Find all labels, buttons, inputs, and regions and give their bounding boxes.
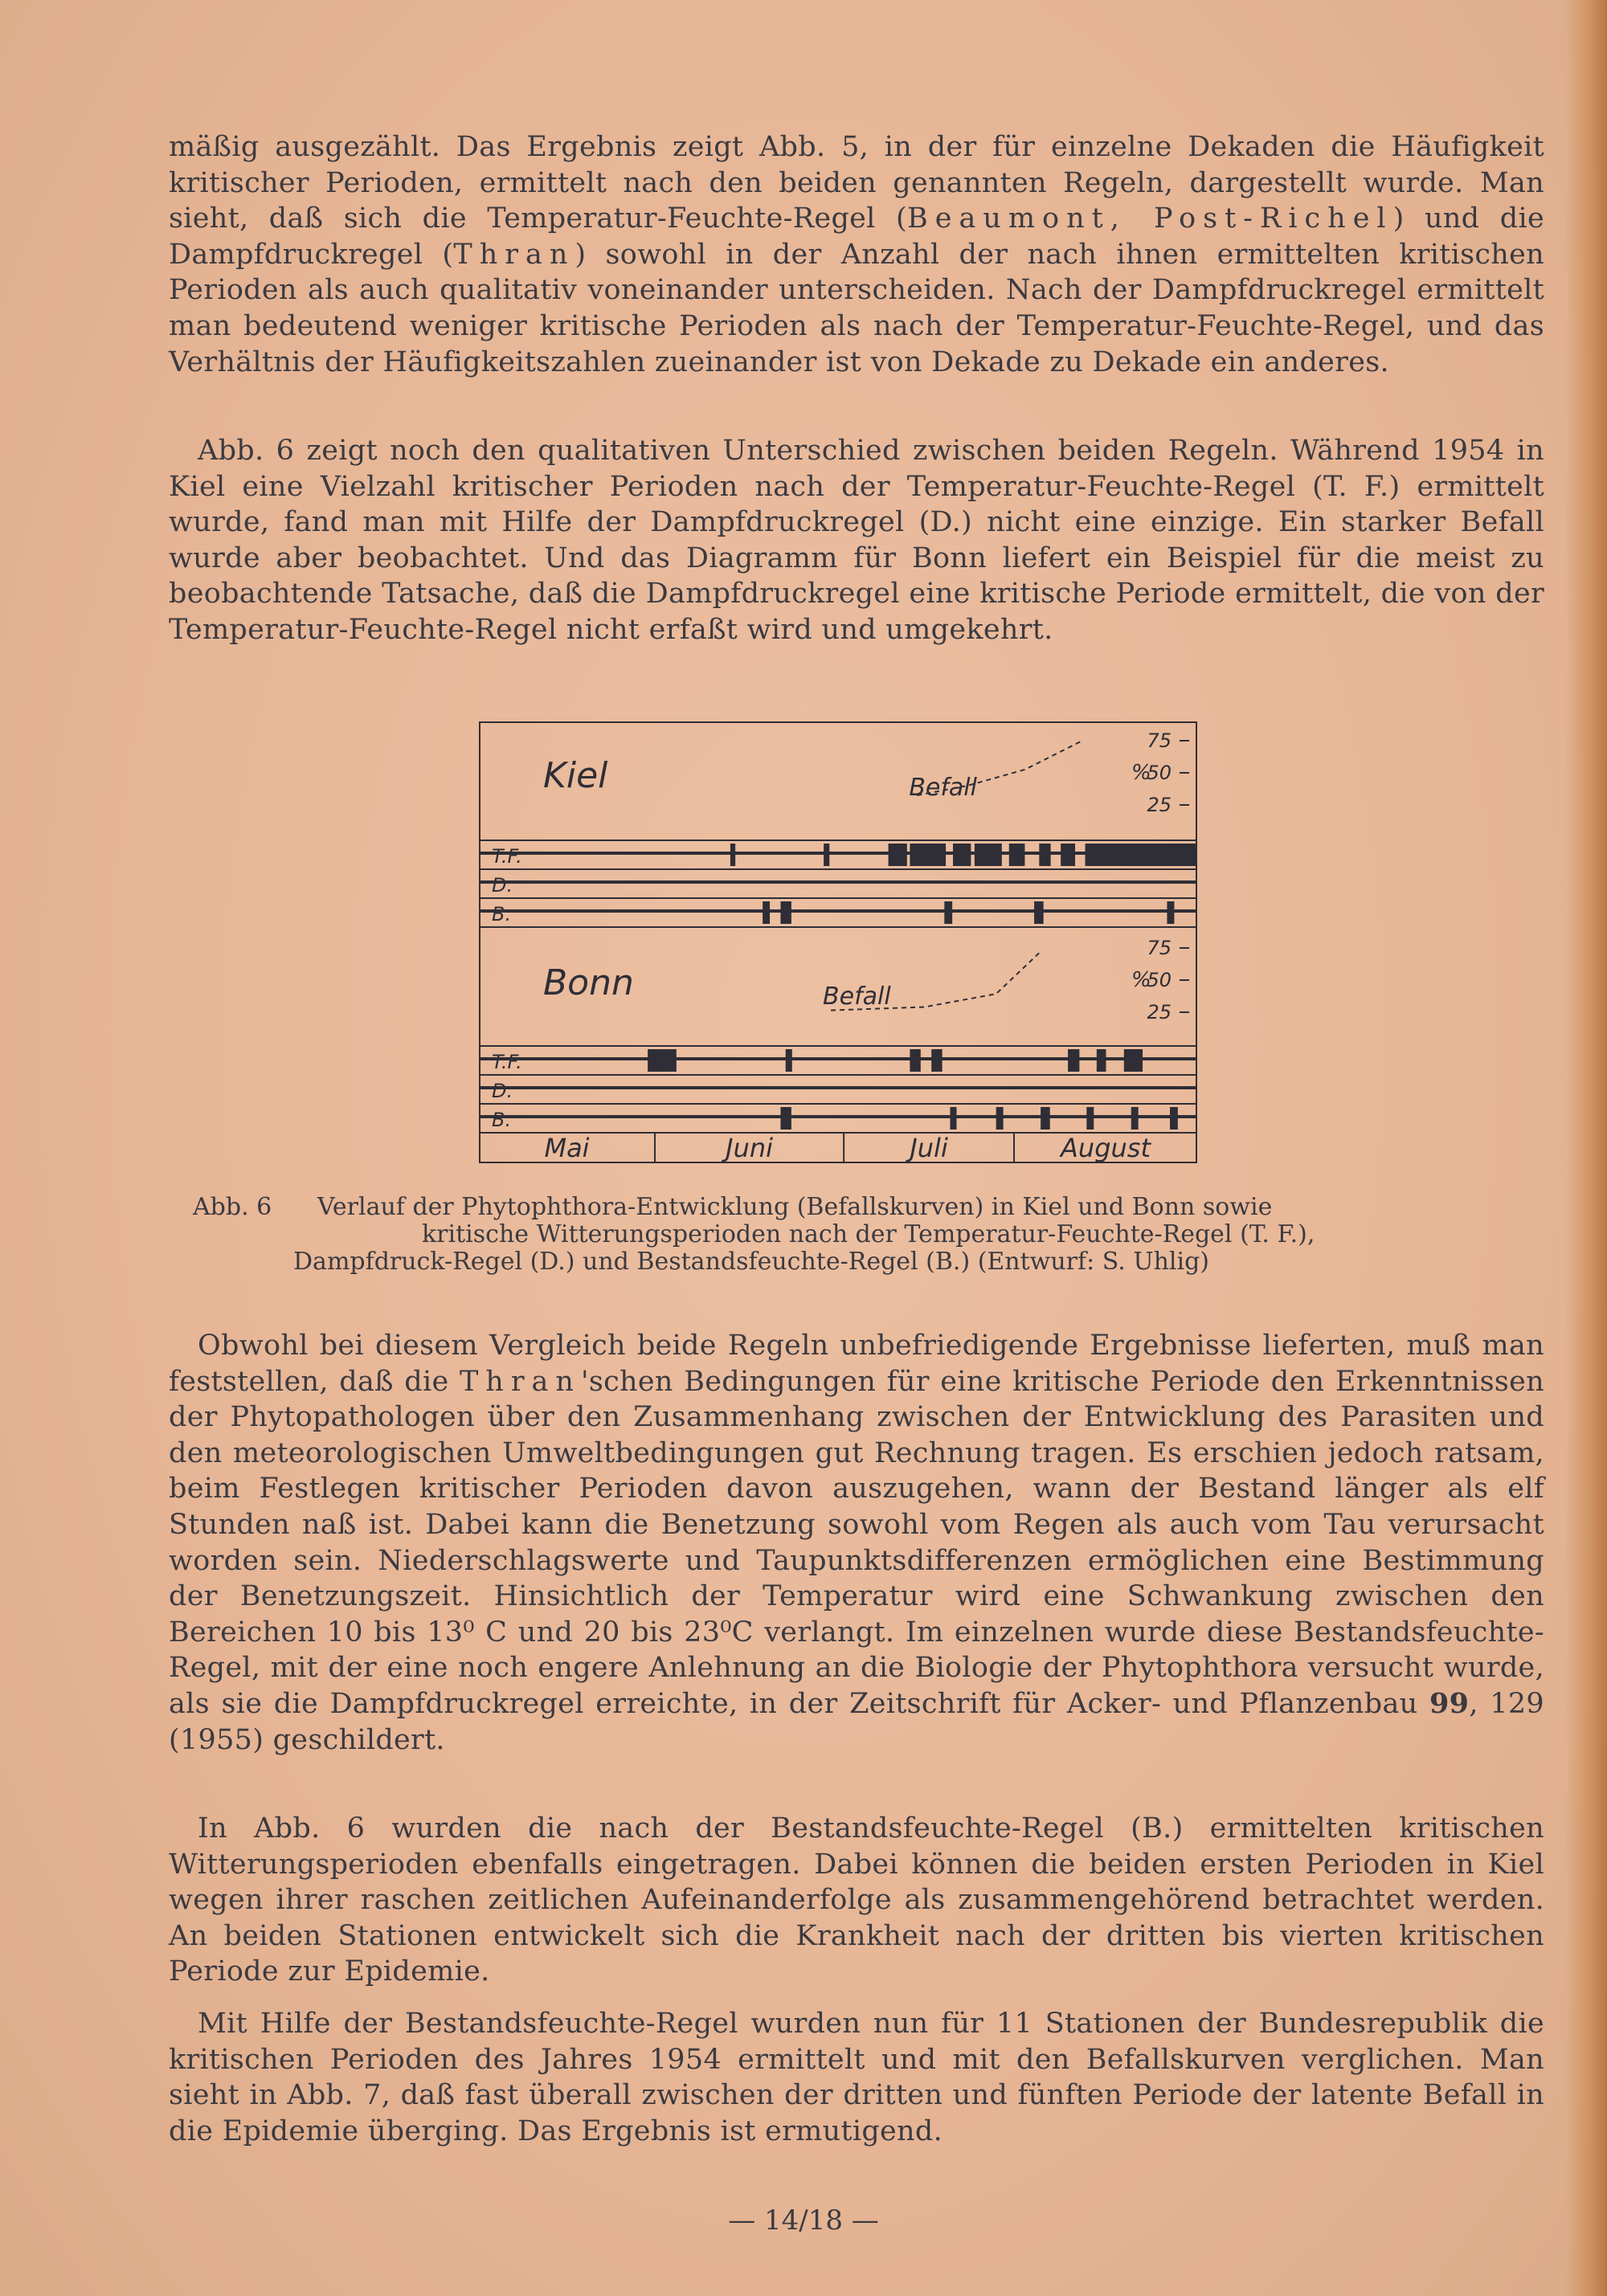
month-label-juni: Juni	[726, 1133, 774, 1163]
period-0-0-3	[910, 844, 946, 866]
period-1-0-0	[648, 1049, 677, 1072]
author-name-thran: Thran	[453, 238, 575, 271]
period-1-2-1	[950, 1107, 956, 1130]
paragraph-5-text: Mit Hilfe der Bestandsfeuchte-Regel wurden nun für 11 Stationen der Bundesrepublik die kritischen Perioden des Jahres 1954 ermittelt und mit den Befallskurven verglichen. Man sieht in Abb. 7, daß fast überall zwischen der dritten und fünften Periode der latente Befall in die Epidemie überging. Das Ergebnis ist ermutigend.	[169, 2008, 1544, 2147]
period-0-0-1	[824, 844, 829, 866]
row-label-0-2: B.	[492, 903, 512, 925]
station-name-kiel: Kiel	[543, 755, 608, 796]
paragraph-4	[169, 1811, 1544, 1990]
row-label-1-0: T.F.	[492, 1051, 522, 1073]
period-1-0-1	[786, 1049, 792, 1072]
befall-tick-25-1: 25	[1147, 1001, 1172, 1023]
befall-tick-25-0: 25	[1147, 794, 1172, 816]
period-1-0-6	[1124, 1049, 1143, 1072]
period-1-0-5	[1097, 1049, 1106, 1072]
paragraph-2	[169, 433, 1544, 648]
paragraph-1-text-b: ) und die Dampfdruckregel (	[169, 202, 1544, 271]
page-number: — 14/18 —	[728, 2204, 879, 2237]
befall-tick-75-0: 75	[1147, 729, 1172, 752]
page-edge-shadow	[1565, 0, 1607, 2296]
period-1-2-2	[996, 1107, 1004, 1130]
row-label-0-1: D.	[492, 874, 513, 897]
month-label-mai: Mai	[544, 1133, 590, 1163]
period-0-2-3	[1034, 901, 1044, 924]
figure-abb-6	[479, 721, 1197, 1163]
period-1-2-5	[1131, 1107, 1139, 1130]
paragraph-3-text-a: Obwohl bei diesem Vergleich beide Regeln unbefriedigende Ergebnisse lieferten, muß man feststellen, daß die	[169, 1330, 1544, 1398]
period-0-0-0	[730, 844, 735, 866]
journal-volume: 99	[1429, 1686, 1470, 1720]
station-name-bonn: Bonn	[543, 962, 634, 1003]
row-label-1-2: B.	[492, 1109, 512, 1131]
row-label-1-1: D.	[492, 1080, 513, 1102]
month-label-juli: Juli	[910, 1133, 948, 1163]
period-0-0-2	[889, 844, 907, 866]
period-0-2-0	[763, 901, 770, 924]
befall-tick-50-1: 50	[1147, 969, 1172, 991]
phytophthora-chart	[479, 721, 1197, 1163]
period-0-0-8	[1061, 844, 1075, 866]
caption-line-1: Verlauf der Phytophthora-Entwicklung (Befallskurven) in Kiel und Bonn sowie	[317, 1193, 1273, 1221]
period-1-2-6	[1170, 1107, 1178, 1130]
caption-line-3: Dampfdruck-Regel (D.) und Bestandsfeuchte-Regel (B.) (Entwurf: S. Uhlig)	[293, 1248, 1210, 1276]
befall-label-1: Befall	[823, 983, 891, 1011]
period-1-2-3	[1041, 1107, 1050, 1130]
period-0-2-1	[780, 901, 791, 924]
paragraph-1-text-c: ) sowohl in der Anzahl der nach ihnen ermittelten kritischen Perioden als auch qualitativ voneinander unterscheiden. Nach der Dampfdruckregel ermittelt man bedeutend weniger kritische Perioden als nach der Temperatur-Feuchte-Regel, und das Verhältnis der Häufigkeitszahlen zueinander ist von Dekade zu Dekade ein anderes.	[169, 238, 1544, 378]
befall-label-0: Befall	[909, 774, 977, 802]
paragraph-4-text: In Abb. 6 wurden die nach der Bestandsfeuchte-Regel (B.) ermittelten kritischen Witterungsperioden ebenfalls eingetragen. Dabei können die beiden ersten Perioden in Kiel wegen ihrer raschen zeitlichen Aufeinanderfolge als zusammengehörend betrachtet werden. An beiden Stationen entwickelt sich die Krankheit nach der dritten bis vierten kritischen Periode zur Epidemie.	[169, 1812, 1544, 1988]
befall-percent-label-0: %	[1131, 761, 1151, 785]
paragraph-3	[169, 1328, 1544, 1758]
paragraph-5	[169, 2006, 1544, 2149]
author-names-beaumont-post-richel: Beaumont, Post-Richel	[907, 202, 1393, 235]
paragraph-2-text: Abb. 6 zeigt noch den qualitativen Unterschied zwischen beiden Regeln. Während 1954 in Kiel eine Vielzahl kritischer Perioden nach der Temperatur-Feuchte-Regel (T. F.) ermittelt wurde, fand man mit Hilfe der Dampfdruckregel (D.) nicht eine einzige. Ein starker Befall wurde aber beobachtet. Und das Diagramm für Bonn liefert ein Beispiel für die meist zu beobachtende Tatsache, daß die Dampfdruckregel eine kritische Periode ermittelt, die von der Temperatur-Feuchte-Regel nicht erfaßt wird und umgekehrt.	[169, 435, 1544, 646]
month-label-august: August	[1061, 1133, 1151, 1163]
paragraph-3-text-b: 'schen Bedingungen für eine kritische Periode den Erkenntnissen der Phytopathologen über den Zusammenhang zwischen der Entwicklung des Parasiten und den meteorologischen Umweltbedingungen gut Rechnung tragen. Es erschien jedoch ratsam, beim Festlegen kritischer Perioden davon auszugehen, wann der Bestand länger als elf Stunden naß ist. Dabei kann die Benetzung sowohl vom Regen als auch vom Tau verursacht worden sein. Niederschlagswerte und Taupunktsdifferenzen ermöglichen eine Bestimmung der Benetzungszeit. Hinsichtlich der Temperatur wird eine Schwankung zwischen den Bereichen 10 bis 13⁰ C und 20 bis 23⁰C verlangt. Im einzelnen wurde diese Bestandsfeuchte-Regel, mit der eine noch engere Anlehnung an die Biologie der Phytophthora versucht wurde, als sie die Dampfdruckregel erreichte, in der Zeitschrift für Acker- und Pflanzenbau	[169, 1365, 1544, 1720]
period-0-0-6	[1009, 844, 1025, 866]
paragraph-1-text-a: mäßig ausgezählt. Das Ergebnis zeigt Abb. 5, in der für einzelne Dekaden die Häufigkeit kritischer Perioden, ermittelt nach den beiden genannten Regeln, dargestellt wurde. Man sieht, daß sich die Temperatur-Feuchte-Regel (	[169, 131, 1544, 235]
author-name-thran-2: Thran	[459, 1365, 581, 1398]
period-0-2-4	[1167, 901, 1174, 924]
befall-tick-50-0: 50	[1147, 762, 1172, 784]
caption-line-2: kritische Witterungsperioden nach der Temperatur-Feuchte-Regel (T. F.),	[422, 1220, 1315, 1248]
befall-percent-label-1: %	[1131, 968, 1151, 992]
befall-tick-75-1: 75	[1147, 937, 1172, 959]
paragraph-3-text-c: , 129 (1955) geschildert.	[169, 1687, 1544, 1756]
period-1-0-4	[1068, 1049, 1079, 1072]
period-0-0-4	[953, 844, 971, 866]
period-0-2-2	[944, 901, 952, 924]
period-0-0-9	[1086, 844, 1197, 866]
period-1-0-3	[931, 1049, 942, 1072]
row-label-0-0: T.F.	[492, 845, 522, 868]
period-1-2-4	[1086, 1107, 1094, 1130]
paragraph-1	[169, 129, 1544, 380]
caption-label: Abb. 6	[193, 1193, 272, 1221]
period-1-0-2	[910, 1049, 920, 1072]
period-0-0-5	[975, 844, 1002, 866]
period-1-2-0	[780, 1107, 791, 1130]
period-0-0-7	[1039, 844, 1050, 866]
